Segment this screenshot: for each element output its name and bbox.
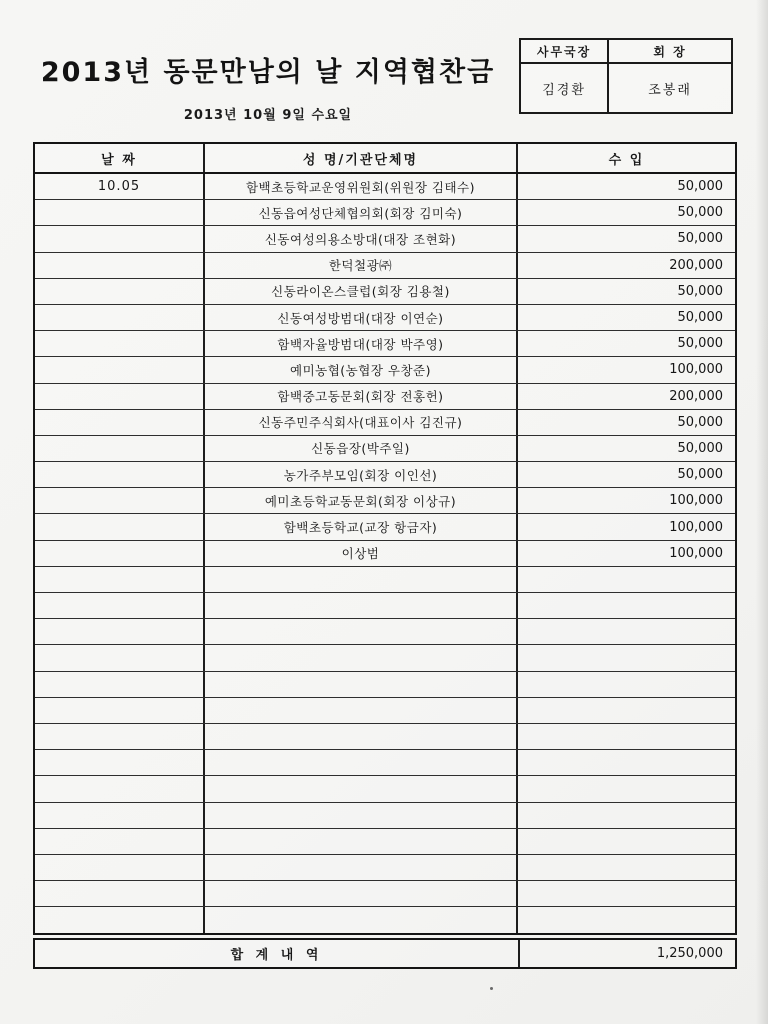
- name-cell: 함백초등학교(교장 항금자): [205, 514, 518, 539]
- table-row: [35, 226, 735, 252]
- date-cell: [35, 436, 205, 461]
- name-cell: 농가주부모임(회장 이인선): [205, 462, 518, 487]
- scan-speckle: [490, 987, 493, 990]
- name-cell: 신동주민주식회사(대표이사 김진규): [205, 410, 518, 435]
- name-cell: [205, 698, 518, 723]
- date-cell: 10.05: [35, 174, 205, 199]
- amount-cell: [518, 907, 735, 933]
- approver-name: 김경환: [542, 82, 586, 98]
- total-amount: 1,250,000: [656, 946, 723, 961]
- empty-row: [35, 750, 735, 776]
- header-date: 날 짜: [35, 144, 205, 172]
- amount-cell: 200,000: [669, 257, 723, 273]
- name-cell: [205, 907, 518, 933]
- header-name: 성 명/기관단체명: [205, 144, 518, 172]
- date-cell: [35, 410, 205, 435]
- date-cell: [35, 567, 205, 592]
- name-cell: [205, 881, 518, 906]
- table-row: [35, 462, 735, 488]
- approver-role: 사무국장: [521, 40, 607, 64]
- name-cell: [205, 672, 518, 697]
- name-cell: 신동읍여성단체협의회(회장 김미숙): [205, 200, 518, 225]
- empty-row: [35, 776, 735, 802]
- date-cell: [35, 619, 205, 644]
- name-cell: [205, 803, 518, 828]
- amount-cell: [518, 776, 735, 801]
- date-cell: [35, 803, 205, 828]
- date-cell: [35, 541, 205, 566]
- name-cell: 신동라이온스클럽(회장 김용철): [205, 279, 518, 304]
- name-cell: [205, 724, 518, 749]
- empty-row: [35, 593, 735, 619]
- date-cell: [35, 357, 205, 382]
- name-cell: 신동여성방범대(대장 이연순): [205, 305, 518, 330]
- date-cell: [35, 907, 205, 933]
- empty-row: [35, 619, 735, 645]
- date-cell: [35, 672, 205, 697]
- table-body: [35, 174, 735, 933]
- total-label: 합 계 내 역: [35, 940, 520, 967]
- date-cell: [35, 829, 205, 854]
- donation-table: [33, 142, 737, 935]
- empty-row: [35, 724, 735, 750]
- amount-cell: [518, 593, 735, 618]
- date-cell: [35, 462, 205, 487]
- empty-row: [35, 672, 735, 698]
- amount-cell: 100,000: [669, 545, 723, 561]
- total-row: [33, 938, 737, 969]
- empty-row: [35, 907, 735, 933]
- name-cell: 이상범: [205, 541, 518, 566]
- date-cell: [35, 776, 205, 801]
- name-cell: [205, 567, 518, 592]
- name-cell: [205, 645, 518, 670]
- table-header-row: [35, 144, 735, 174]
- date-cell: [35, 593, 205, 618]
- date-cell: [35, 226, 205, 251]
- amount-cell: [518, 829, 735, 854]
- table-row: [35, 514, 735, 540]
- empty-row: [35, 829, 735, 855]
- amount-cell: [518, 724, 735, 749]
- date-cell: [35, 750, 205, 775]
- approval-column-chairman: [609, 40, 731, 112]
- date-cell: [35, 698, 205, 723]
- date-cell: [35, 514, 205, 539]
- empty-row: [35, 803, 735, 829]
- header-amount: 수 입: [608, 152, 645, 168]
- table-row: [35, 541, 735, 567]
- amount-cell: [518, 672, 735, 697]
- table-row: [35, 174, 735, 200]
- empty-row: [35, 645, 735, 671]
- amount-cell: 50,000: [677, 440, 723, 456]
- date-cell: [35, 200, 205, 225]
- amount-cell: [518, 750, 735, 775]
- title-block: [33, 50, 503, 123]
- amount-cell: [518, 881, 735, 906]
- document-title: 2013년 동문만남의 날 지역협찬금: [40, 57, 496, 88]
- table-row: [35, 436, 735, 462]
- amount-cell: 100,000: [669, 362, 723, 378]
- amount-cell: 50,000: [677, 310, 723, 326]
- name-cell: 신동읍장(박주일): [205, 436, 518, 461]
- table-row: [35, 410, 735, 436]
- amount-cell: 50,000: [677, 336, 723, 352]
- name-cell: [205, 776, 518, 801]
- table-row: [35, 357, 735, 383]
- name-cell: 함백자율방범대(대장 박주영): [205, 331, 518, 356]
- name-cell: 신동여성의용소방대(대장 조현화): [205, 226, 518, 251]
- date-cell: [35, 488, 205, 513]
- date-cell: [35, 645, 205, 670]
- empty-row: [35, 855, 735, 881]
- empty-row: [35, 698, 735, 724]
- date-cell: [35, 724, 205, 749]
- amount-cell: [518, 803, 735, 828]
- approval-box: [519, 38, 733, 114]
- date-cell: [35, 279, 205, 304]
- name-cell: 함백초등학교운영위원회(위원장 김태수): [205, 174, 518, 199]
- table-row: [35, 253, 735, 279]
- name-cell: 예미농협(농협장 우창준): [205, 357, 518, 382]
- name-cell: [205, 829, 518, 854]
- table-row: [35, 279, 735, 305]
- table-row: [35, 331, 735, 357]
- amount-cell: 50,000: [677, 283, 723, 299]
- amount-cell: 50,000: [677, 467, 723, 483]
- date-cell: [35, 855, 205, 880]
- table-row: [35, 384, 735, 410]
- date-cell: [35, 331, 205, 356]
- date-cell: [35, 384, 205, 409]
- name-cell: 함백중고동문회(회장 전홍헌): [205, 384, 518, 409]
- approver-name: 조봉래: [648, 82, 692, 98]
- date-cell: [35, 253, 205, 278]
- amount-cell: 200,000: [669, 388, 723, 404]
- name-cell: [205, 619, 518, 644]
- amount-cell: 50,000: [677, 205, 723, 221]
- name-cell: 한덕철광㈜: [205, 253, 518, 278]
- amount-cell: 100,000: [669, 519, 723, 535]
- amount-cell: [518, 567, 735, 592]
- table-row: [35, 488, 735, 514]
- table-row: [35, 305, 735, 331]
- amount-cell: [518, 645, 735, 670]
- amount-cell: 100,000: [669, 493, 723, 509]
- approver-role: 회 장: [609, 40, 731, 64]
- amount-cell: 50,000: [677, 179, 723, 195]
- scan-edge-shadow: [756, 0, 768, 1024]
- name-cell: 예미초등학교동문회(회장 이상규): [205, 488, 518, 513]
- amount-cell: [518, 855, 735, 880]
- approval-column-secretary: [521, 40, 609, 112]
- amount-cell: [518, 698, 735, 723]
- date-cell: [35, 305, 205, 330]
- date-cell: [35, 881, 205, 906]
- empty-row: [35, 567, 735, 593]
- amount-cell: [518, 619, 735, 644]
- name-cell: [205, 855, 518, 880]
- name-cell: [205, 750, 518, 775]
- empty-row: [35, 881, 735, 907]
- amount-cell: 50,000: [677, 231, 723, 247]
- amount-cell: 50,000: [677, 414, 723, 430]
- document-date: 2013년 10월 9일 수요일: [183, 108, 353, 123]
- name-cell: [205, 593, 518, 618]
- table-row: [35, 200, 735, 226]
